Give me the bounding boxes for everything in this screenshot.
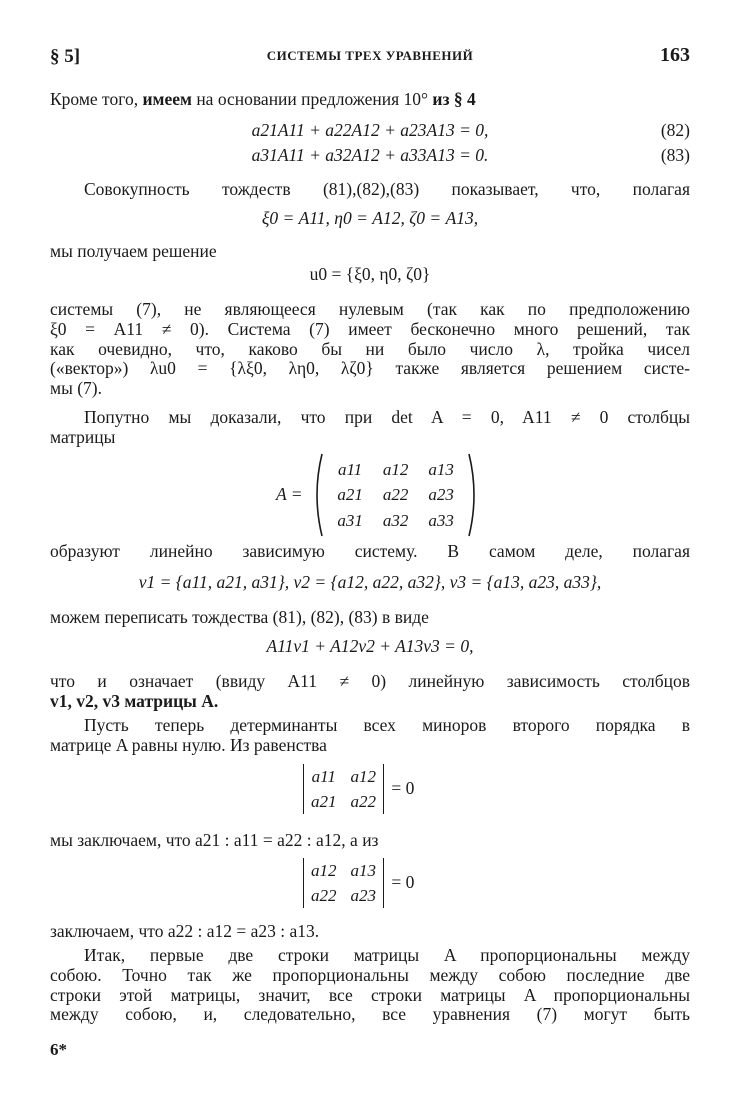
- matrix-cell: a13: [428, 460, 454, 480]
- paragraph-11: заключаем, что a22 : a12 = a23 : a13.: [50, 921, 320, 941]
- matrix-cell: a22: [382, 485, 409, 505]
- p1-bold: имеем: [142, 89, 192, 109]
- matrix-a-label: A =: [276, 484, 303, 505]
- paragraph-8-line-2: v1, v2, v3 матрицы A.: [50, 690, 219, 711]
- paragraph-12-line-1: Итак, первые две строки матрицы A пропорциональны между: [84, 945, 690, 965]
- matrix-row: [304, 858, 383, 883]
- paragraph-4: [50, 300, 690, 399]
- matrix-cell: a13: [350, 861, 376, 880]
- matrix-cell: a33: [428, 510, 454, 530]
- matrix-cell: a23: [428, 485, 454, 505]
- paragraph-12-line-3: строки этой матрицы, значит, все строки матрицы A пропорциональны: [50, 984, 690, 1005]
- determinant-1-rhs: = 0: [391, 778, 415, 799]
- determinant-2-grid: [303, 858, 384, 908]
- signature-mark: 6*: [50, 1040, 67, 1059]
- paragraph-10: мы заключаем, что a21 : a11 = a22 : a12, а из: [50, 830, 379, 850]
- matrix-cell: a21: [311, 792, 337, 812]
- paragraph-12-line-2: собою. Точно так же пропорциональны между собою последние две: [50, 964, 690, 985]
- page-number: 163: [660, 44, 690, 66]
- matrix-cell: a23: [350, 886, 376, 906]
- right-paren-icon: [468, 452, 480, 538]
- paragraph-9-line-2: матрице A равны нулю. Из равенства: [50, 734, 327, 755]
- equation-8-2-tag: (82): [660, 120, 690, 140]
- equation-xi-eta-zeta: ξ0 = A11, η0 = A12, ζ0 = A13,: [261, 208, 479, 228]
- equation-8-2-text: a21A11 + a22A12 + a23A13 = 0,: [251, 120, 489, 140]
- matrix-cell: a11: [311, 767, 336, 786]
- paragraph-1: [50, 90, 690, 110]
- matrix-row: [304, 764, 383, 789]
- section-ref: § 5]: [50, 46, 81, 67]
- p1-pre: Кроме того,: [50, 89, 143, 109]
- running-title: СИСТЕМЫ ТРЕХ УРАВНЕНИЙ: [266, 48, 474, 63]
- p1-mid: на основании предложения 10°: [191, 89, 433, 109]
- paragraph-9-line-1: Пусть теперь детерминанты всех миноров второго порядка в: [84, 715, 690, 735]
- matrix-cell: a21: [337, 485, 363, 505]
- matrix-row: [327, 457, 464, 482]
- matrix-cell: a31: [337, 510, 363, 530]
- matrix-cell: a12: [382, 460, 409, 480]
- paragraph-6: образуют линейно зависимую систему. В самом деле, полагая: [50, 541, 690, 561]
- paragraph-12: [50, 946, 690, 1025]
- equation-v-vectors: v1 = {a11, a21, a31}, v2 = {a12, a22, a32}, v3 = {a13, a23, a33},: [138, 572, 602, 592]
- paragraph-3: мы получаем решение: [50, 241, 217, 261]
- determinant-1: [303, 764, 414, 814]
- paragraph-5-line-1: Попутно мы доказали, что при det A = 0, A11 ≠ 0 столбцы: [84, 407, 690, 427]
- paragraph-5: [50, 408, 690, 448]
- matrix-row: [327, 508, 464, 533]
- equation-u0: u0 = {ξ0, η0, ζ0}: [309, 264, 431, 284]
- determinant-2: [303, 858, 414, 908]
- p1-bold2: из § 4: [432, 89, 476, 109]
- equation-8-3-tag: (83): [660, 145, 690, 165]
- determinant-1-grid: [303, 764, 384, 814]
- paragraph-4-line-3: как очевидно, что, каково бы ни было число λ, тройка чисел: [50, 338, 690, 359]
- determinant-2-rhs: = 0: [391, 872, 415, 893]
- matrix-a: [276, 452, 480, 538]
- paragraph-7: можем переписать тождества (81), (82), (83) в виде: [50, 607, 429, 627]
- equation-linear-combination: A11v1 + A12v2 + A13v3 = 0,: [266, 636, 474, 656]
- paragraph-4-line-5: мы (7).: [50, 378, 102, 399]
- matrix-row: [327, 482, 464, 507]
- matrix-row: [304, 883, 383, 908]
- paragraph-4-line-4: («вектор») λu0 = {λξ0, λη0, λζ0} также является решением систе-: [50, 358, 690, 379]
- matrix-cell: a12: [311, 861, 337, 880]
- paragraph-5-line-2: матрицы: [50, 426, 116, 447]
- matrix-a-grid: [327, 457, 464, 533]
- page-header: [50, 44, 690, 74]
- matrix-row: [304, 789, 383, 814]
- matrix-cell: a22: [311, 886, 337, 906]
- equation-8-3-text: a31A11 + a32A12 + a33A13 = 0.: [251, 145, 489, 165]
- paragraph-8: [50, 672, 690, 712]
- equation-8-2: [50, 121, 690, 141]
- matrix-cell: a11: [337, 460, 363, 480]
- paragraph-2: Совокупность тождеств (81),(82),(83) показывает, что, полагая: [84, 179, 690, 199]
- equation-8-3: [50, 146, 690, 166]
- matrix-cell: a22: [350, 792, 376, 812]
- paragraph-8-line-1: что и означает (ввиду A11 ≠ 0) линейную зависимость столбцов: [50, 671, 690, 691]
- matrix-cell: a32: [382, 510, 409, 530]
- paragraph-9: [50, 716, 690, 756]
- paragraph-4-line-1: системы (7), не являющееся нулевым (так как по предположению: [50, 299, 690, 319]
- paragraph-12-line-4: между собою, и, следовательно, все уравнения (7) могут быть: [50, 1004, 690, 1025]
- left-paren-icon: [311, 452, 323, 538]
- paragraph-4-line-2: ξ0 = A11 ≠ 0). Система (7) имеет бесконечно много решений, так: [50, 318, 690, 339]
- matrix-cell: a12: [350, 767, 376, 786]
